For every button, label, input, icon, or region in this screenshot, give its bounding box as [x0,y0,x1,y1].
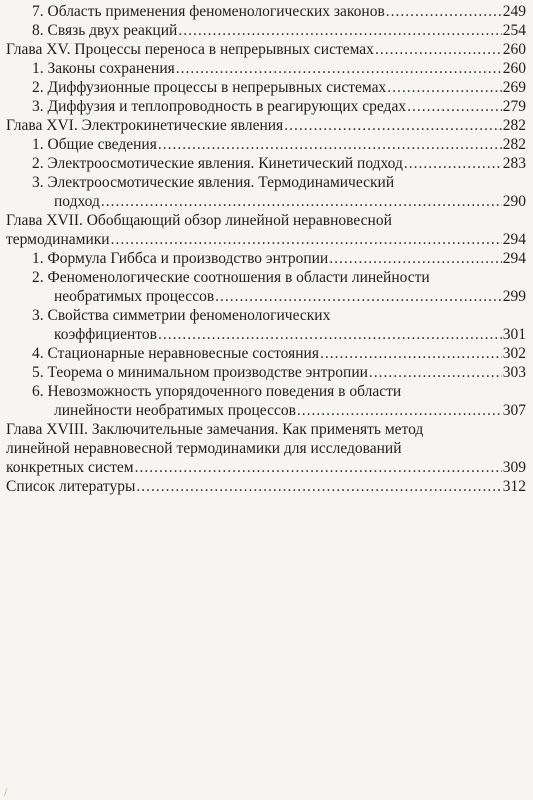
toc-chapter-title-continued: линейной неравновесной термодинамики для исследований [6,440,402,457]
toc-entry [32,135,526,154]
toc-entry [32,363,526,382]
toc-entry [32,249,526,268]
dot-leader [101,192,502,211]
toc-chapter-title: Глава XVII. Обобщающий обзор линейной неравновесной [6,212,392,229]
toc-page-number: 309 [502,459,526,476]
dot-leader [176,59,502,78]
toc-page-number: 302 [502,345,526,362]
toc-entry [32,173,526,211]
toc-chapter-title-continued: термодинамики [6,231,110,248]
dot-leader [158,135,502,154]
toc-page-number: 269 [502,79,526,96]
dot-leader [135,458,502,477]
toc-page-number: 282 [502,117,526,134]
dot-leader [178,21,501,40]
dot-leader [215,287,502,306]
toc-entry [32,97,526,116]
toc-entry [32,382,526,420]
toc-page-number: 290 [502,193,526,210]
toc-entry-title-continued: коэффициентов [54,326,157,343]
dot-leader [329,249,502,268]
toc-page-number: 294 [502,250,526,267]
toc-page-number: 283 [502,155,526,172]
toc-entry-title: 3. Электроосмотические явления. Термодинамический [32,174,395,191]
toc-entry-title: 1. Формула Гиббса и производство энтропии [32,250,329,267]
toc-page-number: 254 [502,22,526,39]
toc-chapter [6,40,526,59]
toc-entry-title: 1. Общие сведения [32,136,157,153]
toc-entry-title: 3. Диффузия и теплопроводность в реагирующих средах [32,98,407,115]
toc-page-number: 249 [502,3,526,20]
toc-entry [32,78,526,97]
toc-entry-title: 6. Невозможность упорядоченного поведения в области [32,383,402,400]
toc-entry [32,21,526,40]
dot-leader [320,344,502,363]
toc-entry-title: 1. Законы сохранения [32,60,175,77]
dot-leader [387,78,502,97]
toc-chapter-title: Глава XVI. Электрокинетические явления [6,117,284,134]
dot-leader [284,116,502,135]
dot-leader [158,325,502,344]
toc-entry-title-continued: линейности необратимых процессов [54,402,296,419]
toc-entry-title-continued: подход [54,193,100,210]
dot-leader [375,40,502,59]
toc-page-number: 294 [502,231,526,248]
toc-page-number: 307 [502,402,526,419]
toc-entry [32,344,526,363]
toc-entry-title: 8. Связь двух реакций [32,22,178,39]
toc-chapter-title: Глава XVIII. Заключительные замечания. Как применять метод [6,421,424,438]
dot-leader [136,477,501,496]
toc-page-number: 312 [502,478,526,495]
dot-leader [297,401,502,420]
toc-page-number: 301 [502,326,526,343]
toc-entry [32,268,526,306]
toc-entry [32,59,526,78]
toc-page-number: 303 [502,364,526,381]
toc-entry-title: 2. Электроосмотические явления. Кинетический подход [32,155,403,172]
toc-chapter-title-continued: конкретных систем [6,459,134,476]
toc-chapter-title: Список литературы [6,478,136,495]
toc-page-number: 260 [502,41,526,58]
toc-entry-title: 2. Диффузионные процессы в непрерывных системах [32,79,387,96]
toc-entry [32,306,526,344]
toc-page-number: 282 [502,136,526,153]
toc-chapter [6,420,526,477]
toc-entry-title: 4. Стационарные неравновесные состояния [32,345,319,362]
toc-entry-title: 2. Феноменологические соотношения в области линейности [32,269,430,286]
toc-entry-title: 3. Свойства симметрии феноменологических [32,307,331,324]
dot-leader [407,97,502,116]
page-corner-mark: / [4,787,8,798]
dot-leader [369,363,502,382]
dot-leader [404,154,502,173]
toc-entry-title: 7. Область применения феноменологических законов [32,3,385,20]
dot-leader [386,2,502,21]
toc-page-number: 260 [502,60,526,77]
toc-entry [32,2,526,21]
toc-page-number: 279 [502,98,526,115]
toc-chapter [6,477,526,496]
dot-leader [111,230,502,249]
toc-page-number: 299 [502,288,526,305]
toc-chapter [6,211,526,249]
toc-chapter [6,116,526,135]
toc-entry-title: 5. Теорема о минимальном производстве энтропии [32,364,368,381]
toc-entry-title-continued: необратимых процессов [54,288,215,305]
toc-chapter-title: Глава XV. Процессы переноса в непрерывных системах [6,41,374,58]
toc-entry [32,154,526,173]
